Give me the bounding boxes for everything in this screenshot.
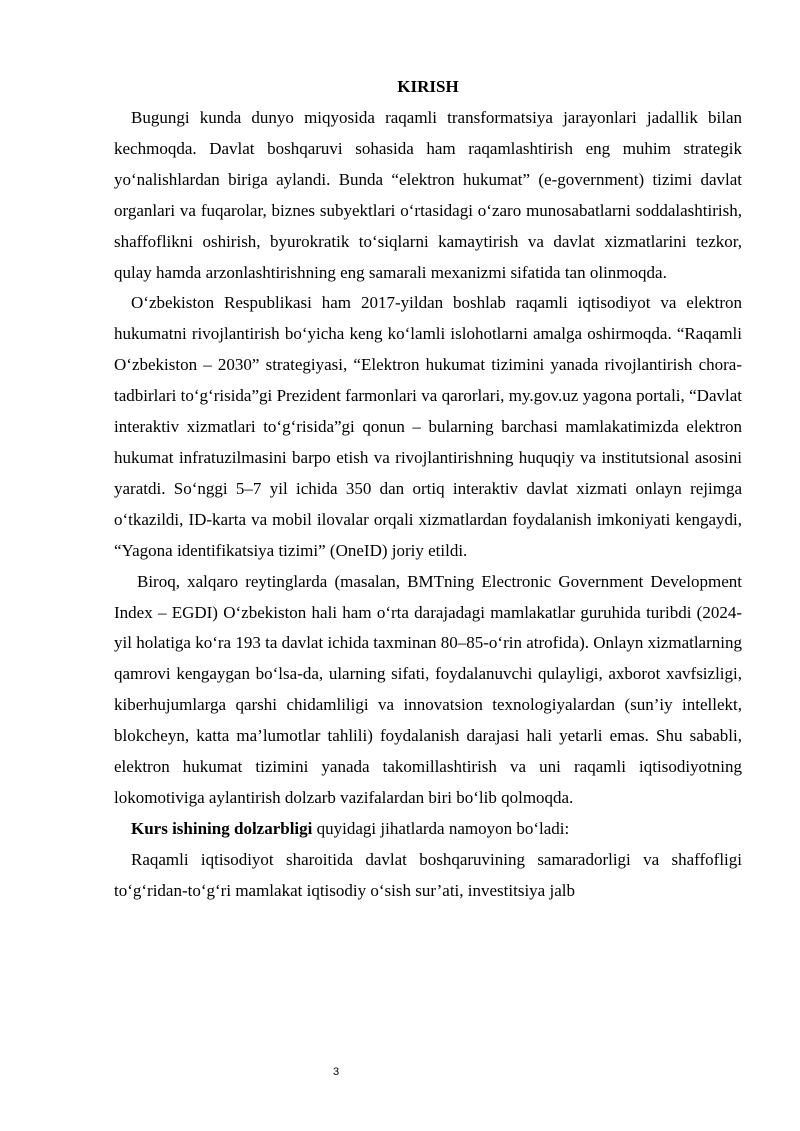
paragraph-uzbekistan-reforms: O‘zbekiston Respublikasi ham 2017-yildan boshlab raqamli iqtisodiyot va elektron hukumatni rivojlantirish bo‘yicha keng ko‘lamli islohotlarni amalga oshirmoqda. “Raqamli O‘zbekiston – 2030” strategiyasi, “Elektron hukumat tizimini yanada rivojlantirish chora-tadbirlari to‘g‘risida”gi Prezident farmonlari va qarorlari, my.gov.uz yagona portali, “Davlat interaktiv xizmatlari to‘g‘risida”gi qonun – bularning barchasi mamlakatimizda elektron hukumat infratuzilmasini barpo etish va rivojlantirishning huquqiy va institutsional asosini yaratdi. So‘nggi 5–7 yil ichida 350 dan ortiq interaktiv davlat xizmati onlayn rejimga o‘tkazildi, ID-karta va mobil ilovalar orqali xizmatlardan foydalanish imkoniyati kengaydi, “Yagona identifikatsiya tizimi” (OneID) joriy etildi. <box>114 293 742 560</box>
paragraph-relevance-heading <box>114 814 742 845</box>
document-page <box>114 76 742 907</box>
relevance-rest-text: quyidagi jihatlarda namoyon bo‘ladi: <box>312 818 570 838</box>
section-title: KIRISH <box>397 77 459 96</box>
page-number: 3 <box>332 1066 340 1078</box>
paragraph-international-ratings: Biroq, xalqaro reytinglarda (masalan, BMTning Electronic Government Development Index – EGDI) O‘zbekiston hali ham o‘rta darajadagi mamlakatlar guruhida turibdi (2024-yil holatiga ko‘ra 193 ta davlat ichida taxminan 80–85-o‘rin atrofida). Onlayn xizmatlarning qamrovi kengaygan bo‘lsa-da, ularning sifati, foydalanuvchi qulayligi, axborot xavfsizligi, kiberhujumlarga qarshi chidamliligi va innovatsion texnologiyalardan (sun’iy intellekt, blokcheyn, katta ma’lumotlar tahlili) foydalanish darajasi hali yetarli emas. Shu sababli, elektron hukumat tizimini yanada takomillashtirish va uni raqamli iqtisodiyotning lokomotiviga aylantirish dolzarb vazifalardan biri bo‘lib qolmoqda. <box>114 571 742 807</box>
relevance-bold-text: Kurs ishining dolzarbligi <box>131 818 313 838</box>
paragraph-intro: Bugungi kunda dunyo miqyosida raqamli transformatsiya jarayonlari jadallik bilan kechmoqda. Davlat boshqaruvi sohasida ham raqamlashtirish eng muhim strategik yo‘nalishlardan biriga aylandi. Bunda “elektron hukumat” (e-government) tizimi davlat organlari va fuqarolar, biznes subyektlari o‘rtasidagi o‘zaro munosabatlarni soddalashtirish, shaffoflikni oshirish, byurokratik to‘siqlarni kamaytirish va davlat xizmatlarini tezkor, qulay hamda arzonlashtirishning eng samarali mexanizmi sifatida tan olinmoqda. <box>114 108 742 282</box>
paragraph-digital-economy: Raqamli iqtisodiyot sharoitida davlat boshqaruvining samaradorligi va shaffofligi to‘g‘ridan-to‘g‘ri mamlakat iqtisodiy o‘sish sur’ati, investitsiya jalb <box>114 849 742 900</box>
